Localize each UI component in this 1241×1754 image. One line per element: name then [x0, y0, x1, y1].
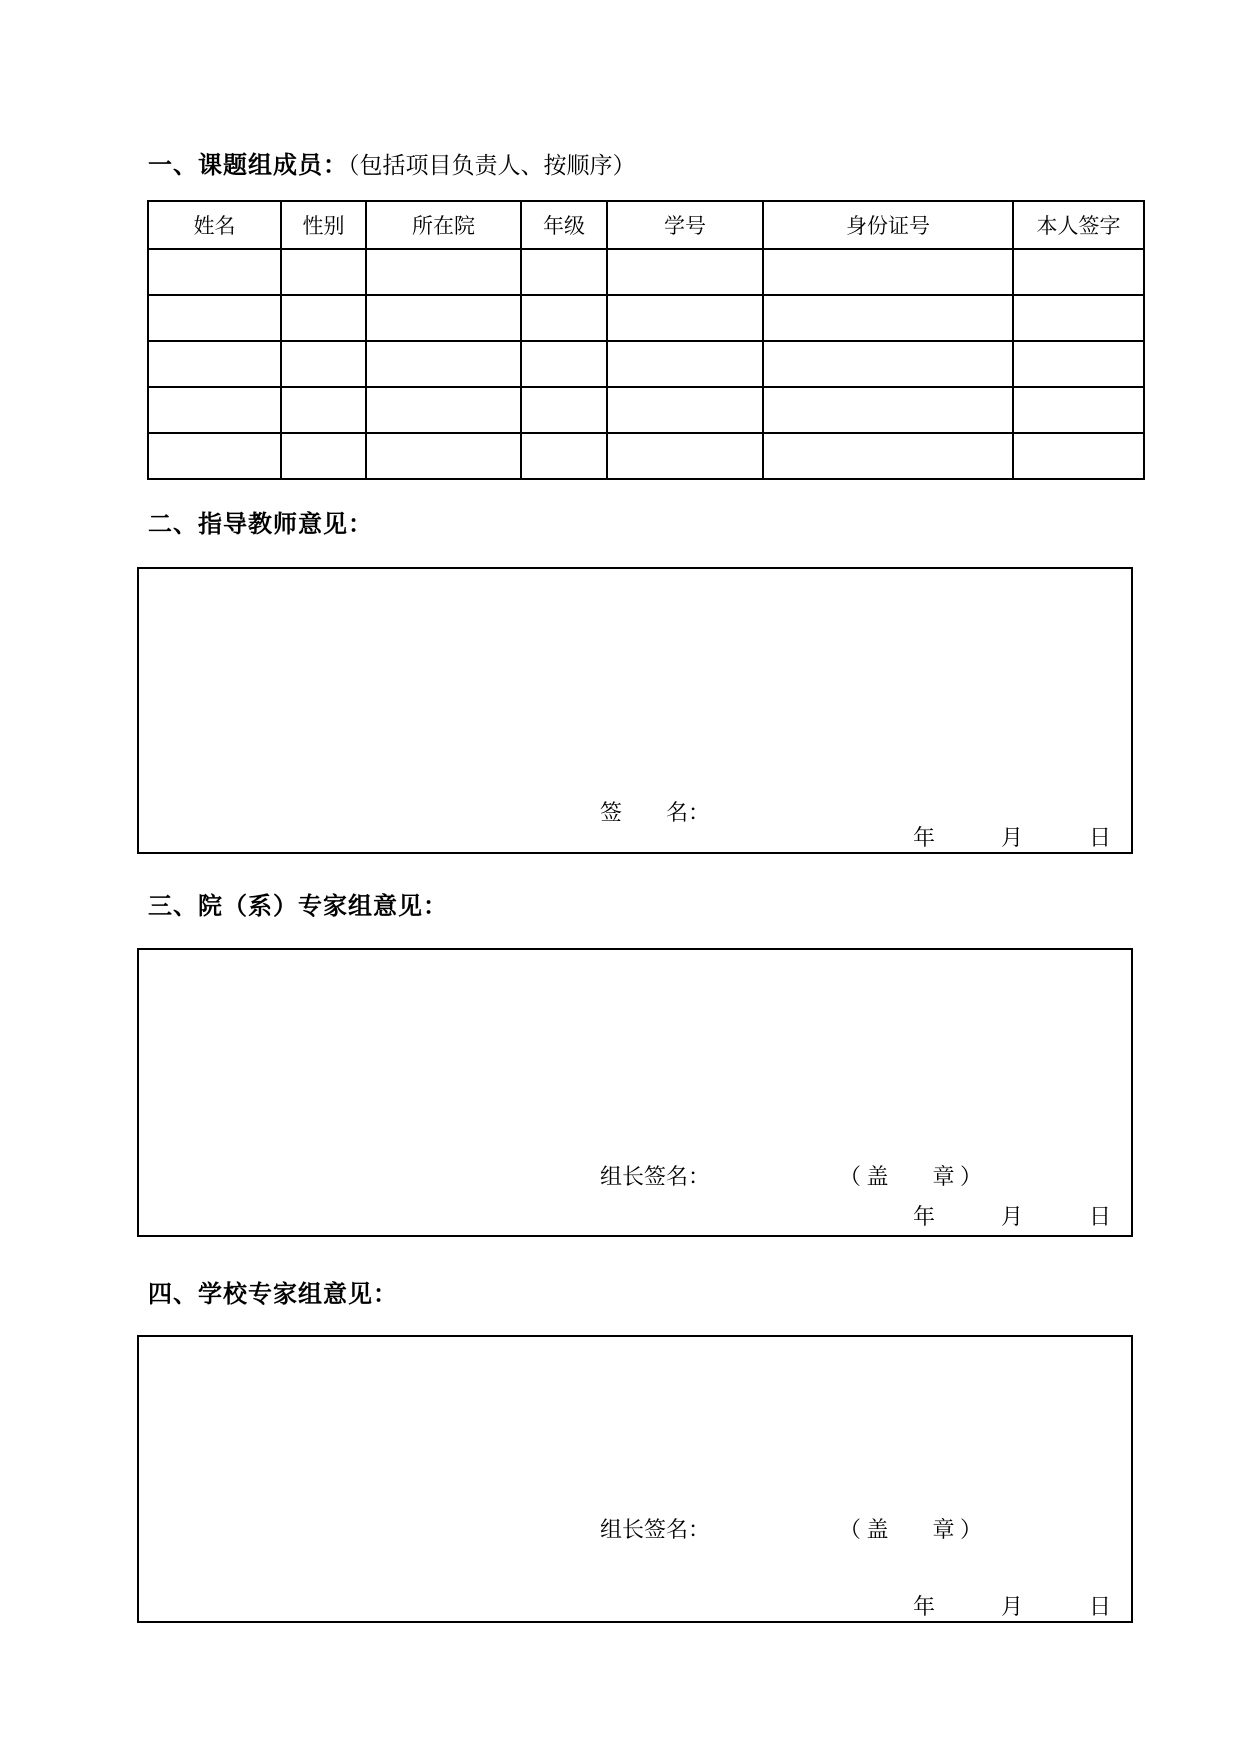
members-table-cell	[607, 433, 763, 479]
section-school-heading-text: 四、学校专家组意见：	[148, 1281, 398, 1308]
members-table-cell	[1013, 249, 1144, 295]
members-table-cell	[148, 433, 281, 479]
members-table-cell	[763, 433, 1013, 479]
members-table-header-row	[148, 201, 1144, 249]
members-table-row	[148, 387, 1144, 433]
members-table-row	[148, 295, 1144, 341]
advisor-date-label: 年 月 日	[912, 825, 1111, 850]
members-table-cell	[281, 249, 366, 295]
members-table-row	[148, 341, 1144, 387]
section-advisor-heading	[148, 509, 373, 540]
section-members-heading-note: （包括项目负责人、按顺序）	[348, 153, 636, 178]
members-table-cell	[607, 341, 763, 387]
members-table-cell	[281, 295, 366, 341]
members-table-cell	[148, 387, 281, 433]
section-advisor-heading-text: 二、指导教师意见：	[148, 511, 373, 538]
members-table-cell	[763, 341, 1013, 387]
members-table-cell	[521, 295, 607, 341]
school-opinion-box	[137, 1335, 1133, 1623]
members-table-header-name: 姓名	[148, 201, 281, 249]
department-opinion-box	[137, 948, 1133, 1237]
section-school-heading	[148, 1279, 398, 1310]
members-table-cell	[763, 249, 1013, 295]
section-members-heading-text: 一、课题组成员：	[148, 152, 348, 179]
department-sign-label: 组长签名：	[600, 1164, 711, 1189]
members-table-cell	[281, 433, 366, 479]
members-table-cell	[521, 387, 607, 433]
department-date-label: 年 月 日	[912, 1204, 1111, 1229]
school-sign-label: 组长签名：	[600, 1517, 711, 1542]
advisor-sign-label: 签 名：	[600, 800, 711, 825]
advisor-opinion-box	[137, 567, 1133, 854]
section-members-heading	[148, 150, 636, 181]
members-table-cell	[148, 249, 281, 295]
members-table-cell	[607, 387, 763, 433]
members-table-cell	[1013, 387, 1144, 433]
members-table-cell	[607, 249, 763, 295]
section-department-heading	[148, 891, 448, 922]
school-seal-label: （ 盖 章 ）	[839, 1517, 983, 1542]
members-table-header-national-id: 身份证号	[763, 201, 1013, 249]
members-table-header-grade: 年级	[521, 201, 607, 249]
members-table-header-college: 所在院	[366, 201, 521, 249]
members-table-cell	[366, 433, 521, 479]
members-table-row	[148, 249, 1144, 295]
members-table-cell	[1013, 433, 1144, 479]
members-table-cell	[148, 295, 281, 341]
members-table-cell	[281, 341, 366, 387]
members-table-cell	[763, 387, 1013, 433]
members-table-cell	[148, 341, 281, 387]
members-table-header-gender: 性别	[281, 201, 366, 249]
school-date-label: 年 月 日	[912, 1594, 1111, 1619]
department-seal-label: （ 盖 章 ）	[839, 1164, 983, 1189]
members-table-cell	[607, 295, 763, 341]
members-table-cell	[763, 295, 1013, 341]
section-department-heading-text: 三、院（系）专家组意见：	[148, 893, 448, 920]
members-table-cell	[521, 433, 607, 479]
members-table-header-student-id: 学号	[607, 201, 763, 249]
members-table-cell	[281, 387, 366, 433]
members-table-cell	[521, 341, 607, 387]
members-table-cell	[521, 249, 607, 295]
members-table	[147, 200, 1145, 480]
members-table-cell	[366, 387, 521, 433]
members-table-header-signature: 本人签字	[1013, 201, 1144, 249]
members-table-row	[148, 433, 1144, 479]
members-table-cell	[366, 249, 521, 295]
members-table-cell	[1013, 295, 1144, 341]
members-table-cell	[366, 341, 521, 387]
members-table-cell	[366, 295, 521, 341]
members-table-cell	[1013, 341, 1144, 387]
